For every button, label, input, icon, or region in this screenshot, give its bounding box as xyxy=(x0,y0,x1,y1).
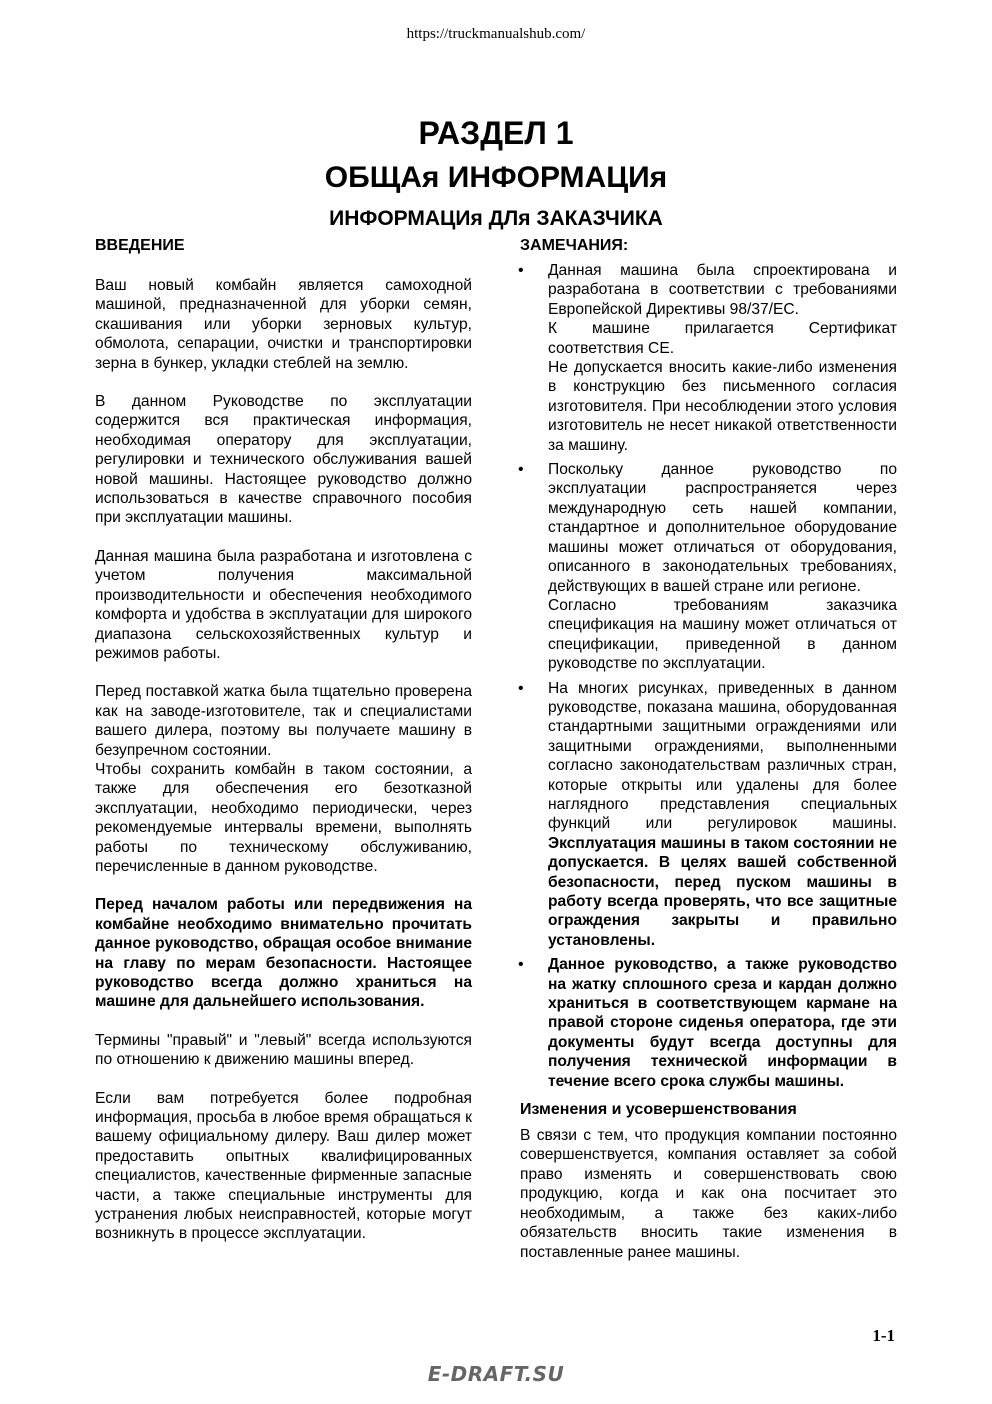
changes-paragraph: В связи с тем, что продукция компании постоянно совершенствуется, компания оставляет за собой право изменять и совершенствовать свою продукцию, когда и как она посчитает это необходимым, а также без каких-либо обязательств вносить такие изменения в поставленные ранее машины. xyxy=(520,1127,897,1261)
bullet-icon: • xyxy=(518,956,524,974)
notes-list xyxy=(520,261,897,1091)
changes-heading: Изменения и усовершенствования xyxy=(520,1101,797,1119)
bullet-icon: • xyxy=(518,461,524,479)
section-subtitle: ОБЩАя ИНФОРМАЦИя xyxy=(324,161,668,194)
subsection-title: ИНФОРМАЦИя ДЛя ЗАКАЗЧИКА xyxy=(329,207,663,230)
note-1b: К машине прилагается Сертификат соответствия CE. xyxy=(548,320,897,357)
note-item xyxy=(520,955,897,1091)
note-3-text: На многих рисунках, приведенных в данном руководстве, показана машина, оборудованная стандартными защитными ограждениями или защитными ограждениями, выполненными согласно законодательствам различных стран, которые открыты или удалены для более наглядного представления специальных функций или регулировок машины. xyxy=(548,679,897,833)
section-title: РАЗДЕЛ 1 xyxy=(418,115,574,151)
note-1a: Данная машина была спроектирована и разработана в соответствии с требованиями Европейской Директивы 98/37/EC. xyxy=(548,262,897,318)
header-url: https://truckmanualshub.com/ xyxy=(406,26,586,42)
left-column xyxy=(95,236,472,1263)
note-3-warning: Эксплуатация машины в таком состоянии не допускается. В целях вашей собственной безопасности, перед пуском машины в работу всегда проверять, что все защитные ограждения закрыты и правильно установлены. xyxy=(548,834,897,949)
note-2a: Поскольку данное руководство по эксплуатации распространяется через международную сеть нашей компании, стандартное и дополнительное оборудование машины может отличаться от оборудования, описанного в законодательных требованиях, действующих в вашей стране или регионе. xyxy=(548,461,897,595)
note-4: Данное руководство, а также руководство на жатку сплошного среза и кардан должно храниться в соответствующем кармане на правой стороне сиденья оператора, где эти документы будут всегда доступны для получения технической информации в течение всего срока службы машины. xyxy=(548,956,897,1090)
note-item xyxy=(520,460,897,673)
safety-warning-paragraph: Перед началом работы или передвижения на комбайне необходимо внимательно прочитать данное руководство, обращая особое внимание на главу по мерам безопасности. Настоящее руководство всегда должно храниться на машине для дальнейшего использования. xyxy=(95,896,472,1011)
intro-paragraph-1: Ваш новый комбайн является самоходной машиной, предназначенной для уборки семян, скашивания или уборки зерновых культур, обмолота, сепарации, очистки и транспортировки зерна в бункер, укладки стеблей на землю. xyxy=(95,277,472,372)
note-2b: Согласно требованиям заказчика спецификация на машину может отличаться от спецификации, приведенной в данном руководстве по эксплуатации. xyxy=(548,596,897,673)
note-3 xyxy=(548,679,897,951)
right-column xyxy=(520,236,897,1281)
dealer-paragraph: Если вам потребуется более подробная информация, просьба в любое время обращаться к вашему официальному дилеру. Ваш дилер может предоставить опытных квалифицированных специалистов, качественные фирменные запасные части, а также специальные инструменты для устранения любых неисправностей, которые могут возникнуть в процессе эксплуатации. xyxy=(95,1089,472,1243)
intro-paragraph-2: В данном Руководстве по эксплуатации содержится вся практическая информация, необходимая оператору для эксплуатации, регулировки и технического обслуживания вашей новой машины. Настоящее руководство должно использоваться в качестве справочного пособия при эксплуатации машины. xyxy=(95,393,472,527)
intro-paragraph-4b: Чтобы сохранить комбайн в таком состоянии, а также для обеспечения его безотказной эксплуатации, необходимо периодически, через рекомендуемые интервалы времени, выполнять работы по техническому обслуживанию, перечисленные в данном руководстве. xyxy=(95,760,472,875)
intro-paragraph-4a: Перед поставкой жатка была тщательно проверена как на заводе-изготовителе, так и специалистами вашего дилера, поэтому вы получаете машину в безупречном состоянии. xyxy=(95,683,472,759)
bullet-icon: • xyxy=(518,262,524,279)
intro-paragraph-3: Данная машина была разработана и изготовлена с учетом получения максимальной производительности и обеспечения необходимого комфорта и удобства в эксплуатации для широкого диапазона сельскохозяйственных культур и режимов работы. xyxy=(95,547,472,662)
page-number: 1-1 xyxy=(872,1326,895,1345)
note-item xyxy=(520,679,897,951)
note-1c: Не допускается вносить какие-либо изменения в конструкцию без письменного согласия изготовителя. При несоблюдении этого условия изготовитель не несет никакой ответственности за машину. xyxy=(548,359,897,454)
bullet-icon: • xyxy=(518,679,524,697)
note-item xyxy=(520,261,897,455)
terms-paragraph: Термины "правый" и "левый" всегда используются по отношению к движению машины вперед. xyxy=(95,1031,472,1069)
section-titles xyxy=(0,110,992,236)
intro-heading: ВВЕДЕНИЕ xyxy=(95,237,185,254)
watermark: E-DRAFT.SU xyxy=(427,1362,565,1386)
notes-heading: ЗАМЕЧАНИЯ: xyxy=(520,237,629,254)
